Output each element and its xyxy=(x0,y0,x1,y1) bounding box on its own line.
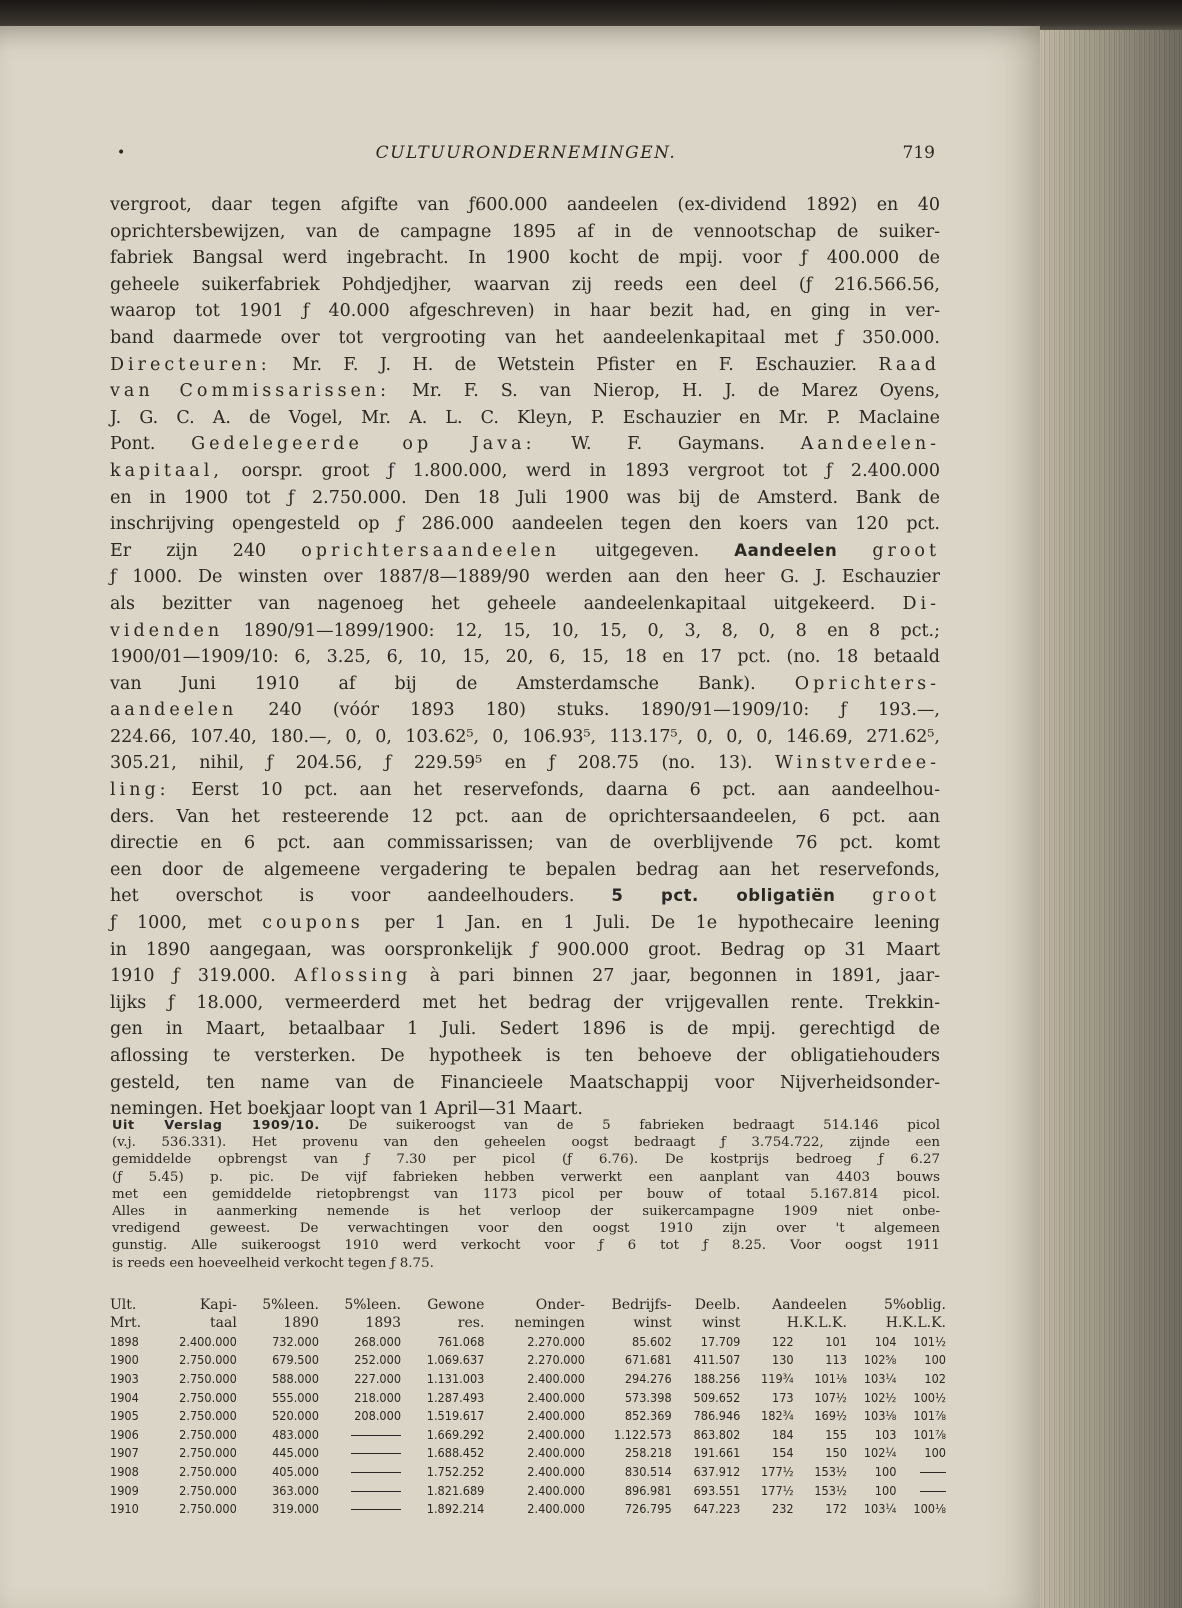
table-cell: 1905 xyxy=(110,1408,139,1424)
table-cell: 2.750.000 xyxy=(179,1445,237,1461)
table-cell: 1.821.689 xyxy=(426,1482,485,1498)
running-head xyxy=(117,143,935,169)
table-cell: 101⅛ xyxy=(814,1370,847,1386)
table-cell: 182¾ xyxy=(761,1408,794,1424)
column-header: H.K.L.K. xyxy=(885,1315,946,1331)
text-line xyxy=(110,245,940,272)
text-segment: (v.j. 536.331). Het provenu van den geheelen oogst bedraagt ƒ 3.754.722, zijnde een xyxy=(112,1135,940,1151)
table-cell: 208.000 xyxy=(354,1408,402,1424)
text-segment: 5 pct. obligatiën xyxy=(611,886,836,906)
column-header: 5%leen. xyxy=(262,1297,319,1313)
text-line xyxy=(112,1220,940,1237)
table-cell: 852.369 xyxy=(624,1408,672,1424)
table-cell: 100 xyxy=(874,1482,897,1498)
table-cell: 154 xyxy=(772,1445,794,1461)
text-segment: van Commissarissen: xyxy=(110,381,391,402)
table-row xyxy=(108,1388,948,1407)
text-line xyxy=(112,1255,940,1272)
text-segment: Alles in aanmerking nemende is het verloop der suikercampagne 1909 niet onbe- xyxy=(112,1203,940,1219)
text-line xyxy=(110,458,940,485)
table-cell: 85.602 xyxy=(632,1333,672,1349)
table-cell: 1909 xyxy=(110,1482,139,1498)
text-line xyxy=(110,697,940,724)
table-cell: 102¼ xyxy=(863,1445,897,1461)
table-cell: 102⅝ xyxy=(863,1352,897,1368)
running-head-title: CULTUURONDERNEMINGEN. xyxy=(375,143,677,163)
table-cell: 1908 xyxy=(110,1463,139,1479)
table-cell xyxy=(321,1481,403,1500)
page-number: 719 xyxy=(902,143,935,163)
table-cell: 102 xyxy=(924,1370,946,1386)
annual-report-paragraph xyxy=(112,1117,940,1272)
table-cell: 173 xyxy=(772,1389,794,1405)
text-line xyxy=(110,591,940,618)
text-segment: J. G. C. A. de Vogel, Mr. A. L. C. Kleyn, P. Eschauzier en Mr. P. Maclaine xyxy=(110,407,940,428)
text-segment: ƒ 1000, met xyxy=(110,913,263,934)
dash-mark xyxy=(920,1491,946,1492)
text-segment: met een gemiddelde rietopbrengst van 1173 picol per bouw of totaal 5.167.814 picol. xyxy=(112,1186,940,1202)
text-line xyxy=(110,1016,940,1043)
text-segment: en in 1900 tot ƒ 2.750.000. Den 18 Juli 1900 was bij de Amsterd. Bank de xyxy=(110,487,940,508)
table-cell: 107½ xyxy=(814,1389,847,1405)
text-segment: 224.66, 107.40, 180.—, 0, 0, 103.62⁵, 0, 106.93⁵, 113.17⁵, 0, 0, 0, 146.69, 271.62⁵, xyxy=(110,726,940,747)
text-segment: Eerst 10 pct. aan het reservefonds, daarna 6 pct. aan aandeelhou- xyxy=(169,780,940,801)
table-cell: 1.519.617 xyxy=(426,1408,485,1424)
text-line xyxy=(110,192,940,219)
table-cell: 1.131.003 xyxy=(426,1370,485,1386)
text-line xyxy=(110,352,940,379)
text-segment: Mr. F. J. H. de Wetstein Pfister en F. Eschauzier. xyxy=(270,354,879,375)
financial-table xyxy=(108,1296,948,1518)
table-cell: 1906 xyxy=(110,1426,139,1442)
table-cell: 863.802 xyxy=(693,1426,741,1442)
table-cell: 227.000 xyxy=(354,1370,402,1386)
text-line xyxy=(110,910,940,937)
table-cell: 1.688.452 xyxy=(426,1445,485,1461)
text-segment: geheele suikerfabriek Pohdjedjher, waarvan zij reeds een deel (ƒ 216.566.56, xyxy=(110,274,940,295)
text-line xyxy=(110,431,940,458)
table-cell: 732.000 xyxy=(272,1333,319,1349)
column-header: Aandeelen xyxy=(772,1297,847,1313)
table-cell: 896.981 xyxy=(624,1482,672,1498)
column-header: Mrt. xyxy=(110,1315,142,1331)
table-cell: 177½ xyxy=(761,1482,794,1498)
table-cell: 483.000 xyxy=(272,1426,319,1442)
table-cell: 1903 xyxy=(110,1370,139,1386)
table-header-row xyxy=(108,1296,948,1314)
text-segment: band daarmede over tot vergrooting van het aandeelenkapitaal met ƒ 350.000. xyxy=(110,327,940,348)
table-cell: 232 xyxy=(772,1501,794,1517)
table-cell: 2.400.000 xyxy=(527,1501,585,1517)
column-header: 1890 xyxy=(283,1315,319,1331)
text-segment: 1900/01—1909/10: 6, 3.25, 6, 10, 15, 20, 6, 15, 18 en 17 pct. (no. 18 betaald xyxy=(110,647,940,668)
text-line xyxy=(110,378,940,405)
table-cell: 2.750.000 xyxy=(179,1426,237,1442)
table-cell: 188.256 xyxy=(693,1370,741,1386)
table-cell: 1.892.214 xyxy=(426,1501,485,1517)
text-segment: ders. Van het resteerende 12 pct. aan de oprichtersaandeelen, 6 pct. aan xyxy=(110,806,940,827)
column-header: taal xyxy=(210,1315,237,1331)
text-segment: per 1 Jan. en 1 Juli. De 1e hypothecaire leening xyxy=(363,913,940,934)
text-segment: gesteld, ten name van de Financieele Maatschappij voor Nijverheidsonder- xyxy=(110,1072,940,1093)
table-cell: 100 xyxy=(924,1445,946,1461)
table-cell: 191.661 xyxy=(693,1445,741,1461)
text-line xyxy=(112,1203,940,1220)
text-segment: kapitaal, xyxy=(110,460,223,481)
table-cell: 679.500 xyxy=(272,1352,319,1368)
table-row xyxy=(108,1444,948,1463)
table-cell: 573.398 xyxy=(624,1389,672,1405)
text-line xyxy=(112,1169,940,1186)
table-cell: 2.400.000 xyxy=(527,1482,585,1498)
text-segment: 600.000 aandeelen (ex-dividend 1892) en 40 xyxy=(475,195,940,215)
text-segment: 305.21, nihil, ƒ 204.56, ƒ 229.59⁵ en ƒ 208.75 (no. 13). xyxy=(110,753,775,774)
table-cell: 1.669.292 xyxy=(426,1426,485,1442)
table-cell: 588.000 xyxy=(272,1370,319,1386)
column-header: Deelb. xyxy=(694,1297,741,1313)
table-cell: 100 xyxy=(924,1352,946,1368)
table-row xyxy=(108,1351,948,1370)
column-header: winst xyxy=(633,1315,672,1331)
table-cell: 150 xyxy=(825,1445,847,1461)
table-cell: 172 xyxy=(825,1501,847,1517)
table-cell: 637.912 xyxy=(693,1463,741,1479)
text-line xyxy=(110,830,940,857)
table-cell: 411.507 xyxy=(693,1352,741,1368)
table-cell: 2.400.000 xyxy=(179,1333,237,1349)
table-cell: 218.000 xyxy=(354,1389,402,1405)
text-segment: (ƒ 5.45) p. pic. De vijf fabrieken hebben verwerkt een aanplant van 4403 bouws xyxy=(112,1169,940,1185)
table-cell: 119¾ xyxy=(761,1370,794,1386)
book-page-edges-shadow xyxy=(1040,30,1182,1608)
table-cell: 2.750.000 xyxy=(179,1370,237,1386)
text-segment: aandeelen xyxy=(110,700,238,721)
text-line xyxy=(110,857,940,884)
table-cell: 671.681 xyxy=(624,1352,672,1368)
text-segment: lijks ƒ 18.000, vermeerderd met het bedrag der vrijgevallen rente. Trekkin- xyxy=(110,992,940,1013)
table-cell: 155 xyxy=(825,1426,847,1442)
table-cell: 104 xyxy=(874,1333,897,1349)
text-segment: gunstig. Alle suikeroogst 1910 werd verkocht voor ƒ 6 tot ƒ 8.25. Voor oogst 1911 xyxy=(112,1238,940,1254)
table-cell: 101 xyxy=(825,1333,847,1349)
text-line xyxy=(110,937,940,964)
text-segment: ling: xyxy=(110,780,170,801)
table-cell: 184 xyxy=(772,1426,794,1442)
text-segment: Er zijn 240 xyxy=(110,540,302,561)
text-segment: als bezitter van nagenoeg het geheele aandeelenkapitaal uitgekeerd. xyxy=(110,593,903,614)
text-line xyxy=(110,564,940,591)
table-cell xyxy=(321,1425,403,1444)
text-line xyxy=(110,804,940,831)
table-cell: 17.709 xyxy=(700,1333,741,1349)
table-cell: 2.400.000 xyxy=(527,1389,585,1405)
text-line xyxy=(110,644,940,671)
text-segment: aflossing te versterken. De hypotheek is ten behoeve der obligatiehouders xyxy=(110,1046,940,1066)
text-line xyxy=(112,1117,940,1134)
table-cell: 1.752.252 xyxy=(426,1463,485,1479)
main-text-column xyxy=(110,192,940,1123)
text-segment: Uit Verslag 1909/10. xyxy=(112,1118,320,1133)
text-segment: Mr. F. S. van Nierop, H. J. de Marez Oyens, xyxy=(390,381,940,402)
text-segment: Aandeelen- xyxy=(800,434,941,455)
text-line xyxy=(110,883,940,910)
table-body xyxy=(108,1332,948,1518)
table-cell: 100⅛ xyxy=(913,1501,946,1517)
column-header: 5%leen. xyxy=(344,1297,402,1313)
text-segment: uitgegeven. xyxy=(560,540,735,561)
table-cell: 1898 xyxy=(110,1333,139,1349)
table-cell xyxy=(898,1481,948,1500)
text-segment: Directeuren: xyxy=(110,354,271,375)
text-segment: groot xyxy=(872,540,940,561)
dash-mark xyxy=(351,1491,401,1492)
dash-mark xyxy=(351,1453,401,1454)
table-cell: 1900 xyxy=(110,1352,139,1368)
text-segment: gen in Maart, betaalbaar 1 Juli. Sedert 1896 is de mpij. gerechtigd de xyxy=(110,1019,940,1040)
table-cell: 726.795 xyxy=(624,1501,672,1517)
dash-mark xyxy=(920,1472,946,1473)
text-segment: à pari binnen 27 jaar, begonnen in 1891, jaar- xyxy=(411,966,940,987)
text-segment xyxy=(835,886,872,906)
table-cell: 153½ xyxy=(814,1482,847,1498)
column-header: Gewone xyxy=(427,1297,485,1313)
text-line xyxy=(110,298,940,325)
text-line xyxy=(110,538,940,565)
table-cell: 130 xyxy=(772,1352,794,1368)
text-segment: directie en 6 pct. aan commissarissen; van de overblijvende 76 pct. komt xyxy=(110,833,940,854)
text-segment: 240 (vóór 1893 180) stuks. 1890/91—1909/10: ƒ 193.—, xyxy=(237,700,940,721)
table-cell: 1.069.637 xyxy=(426,1352,485,1368)
text-line xyxy=(112,1237,940,1254)
table-cell: 2.270.000 xyxy=(527,1333,585,1349)
table-cell: 363.000 xyxy=(272,1482,319,1498)
table-row xyxy=(108,1462,948,1481)
table-cell: 830.514 xyxy=(624,1463,672,1479)
table-cell: 113 xyxy=(825,1352,847,1368)
table-cell: 2.750.000 xyxy=(179,1408,237,1424)
table-cell: 1904 xyxy=(110,1389,139,1405)
text-line xyxy=(110,963,940,990)
table-cell: 2.400.000 xyxy=(527,1426,585,1442)
book-page xyxy=(0,26,1040,1608)
text-segment: 1890/91—1899/1900: 12, 15, 10, 15, 0, 3, 8, 0, 8 en 8 pct.; xyxy=(223,620,940,641)
text-segment: videnden xyxy=(110,620,224,641)
table-cell: 2.400.000 xyxy=(527,1370,585,1386)
table-cell: 2.270.000 xyxy=(527,1352,585,1368)
text-line xyxy=(110,325,940,352)
text-segment: oprichtersbewijzen, van de campagne 1895 af in de vennootschap de suiker- xyxy=(110,221,940,242)
text-line xyxy=(112,1151,940,1168)
text-segment: W. F. Gaymans. xyxy=(535,434,801,455)
text-line xyxy=(112,1134,940,1151)
table-cell: 101⅞ xyxy=(913,1426,946,1442)
table-cell: 103⅛ xyxy=(863,1408,897,1424)
text-segment: oorspr. groot ƒ 1.800.000, werd in 1893 vergroot tot ƒ 2.400.000 xyxy=(222,460,940,481)
table-cell: 153½ xyxy=(814,1463,847,1479)
text-segment: Aandeelen xyxy=(734,540,838,560)
text-segment: Aflossing xyxy=(294,966,412,987)
table-cell: 2.750.000 xyxy=(179,1482,237,1498)
text-segment: in 1890 aangegaan, was oorspronkelijk ƒ 900.000 groot. Bedrag op 31 Maart xyxy=(110,939,940,960)
table-cell: 177½ xyxy=(761,1463,794,1479)
running-head-dot: • xyxy=(117,145,126,161)
text-line xyxy=(110,405,940,432)
column-header: nemingen xyxy=(514,1315,585,1331)
table-row xyxy=(108,1481,948,1500)
text-line xyxy=(112,1186,940,1203)
table-cell: 1.287.493 xyxy=(426,1389,485,1405)
text-line xyxy=(110,219,940,246)
table-row xyxy=(108,1332,948,1351)
table-cell: 101⅞ xyxy=(913,1408,946,1424)
text-segment: gemiddelde opbrengst van ƒ 7.30 per picol (ƒ 6.76). De kostprijs bedroeg ƒ 6.27 xyxy=(112,1152,940,1168)
table-cell: 2.400.000 xyxy=(527,1463,585,1479)
text-segment: inschrijving opengesteld op ƒ 286.000 aandeelen tegen den koers van 120 pct. xyxy=(110,514,940,535)
dash-mark xyxy=(351,1435,401,1436)
table-cell: 100½ xyxy=(913,1389,946,1405)
table-cell: 2.750.000 xyxy=(179,1389,237,1405)
table-cell: 252.000 xyxy=(354,1352,402,1368)
column-header: winst xyxy=(702,1315,741,1331)
dash-mark xyxy=(351,1472,401,1473)
table-cell: 1910 xyxy=(110,1501,139,1517)
table-cell: 258.218 xyxy=(624,1445,672,1461)
table-cell: 100 xyxy=(874,1463,897,1479)
table-cell: 169½ xyxy=(814,1408,847,1424)
table-cell: 693.551 xyxy=(693,1482,741,1498)
text-line xyxy=(110,1043,940,1070)
text-line xyxy=(110,511,940,538)
column-header: H.K.L.K. xyxy=(786,1315,847,1331)
text-line xyxy=(110,777,940,804)
text-line xyxy=(110,750,940,777)
table-cell: 555.000 xyxy=(272,1389,319,1405)
text-segment: ƒ xyxy=(468,195,476,215)
table-cell xyxy=(898,1462,948,1481)
text-line xyxy=(110,990,940,1017)
table-cell: 2.750.000 xyxy=(179,1463,237,1479)
column-header: Ult. xyxy=(110,1297,137,1313)
column-header: Bedrijfs- xyxy=(611,1297,672,1313)
table-cell: 319.000 xyxy=(272,1501,319,1517)
table-cell: 103¼ xyxy=(863,1370,897,1386)
text-segment: groot xyxy=(872,886,940,907)
text-segment: oprichtersaandeelen xyxy=(301,540,561,561)
column-header: Kapi- xyxy=(199,1297,237,1313)
text-segment: van Juni 1910 af bij de Amsterdamsche Bank). xyxy=(110,673,795,694)
table-cell: 1.122.573 xyxy=(614,1426,672,1442)
column-header: 1893 xyxy=(365,1315,402,1331)
text-segment: waarop tot 1901 ƒ 40.000 afgeschreven) in haar bezit had, en ging in ver- xyxy=(110,301,940,322)
text-line xyxy=(110,485,940,512)
table-cell: 2.400.000 xyxy=(527,1408,585,1424)
text-line xyxy=(110,272,940,299)
text-segment: een door de algemeene vergadering te bepalen bedrag aan het reservefonds, xyxy=(110,859,940,880)
table-cell: 103¼ xyxy=(863,1501,897,1517)
table-cell: 520.000 xyxy=(272,1408,319,1424)
table-cell: 103 xyxy=(874,1426,897,1442)
text-segment: vredigend geweest. De verwachtingen voor den oogst 1910 zijn over 't algemeen xyxy=(112,1221,940,1237)
table-cell xyxy=(321,1499,403,1518)
table-cell: 786.946 xyxy=(693,1408,741,1424)
table-cell: 445.000 xyxy=(272,1445,319,1461)
text-segment xyxy=(837,541,872,561)
table-cell: 102½ xyxy=(863,1389,897,1405)
text-segment: Winstverdee- xyxy=(775,753,940,774)
text-line xyxy=(110,618,940,645)
text-segment: De suikeroogst van de 5 fabrieken bedraagt 514.146 picol xyxy=(319,1118,940,1133)
table-cell: 405.000 xyxy=(272,1463,319,1479)
table-cell xyxy=(321,1462,403,1481)
text-segment: fabriek Bangsal werd ingebracht. In 1900 kocht de mpij. voor ƒ 400.000 de xyxy=(110,248,940,269)
text-segment: is reeds een hoeveelheid verkocht tegen ƒ 8.75. xyxy=(112,1255,434,1271)
table-cell: 122 xyxy=(772,1333,794,1349)
table-cell: 2.400.000 xyxy=(527,1445,585,1461)
table-cell: 101½ xyxy=(913,1333,946,1349)
text-segment: Pont. xyxy=(110,434,192,455)
text-segment: coupons xyxy=(262,913,364,934)
table-cell: 2.750.000 xyxy=(179,1501,237,1517)
table-header-row xyxy=(108,1314,948,1332)
text-segment: vergroot, daar tegen afgifte van xyxy=(110,195,469,215)
text-segment: het overschot is voor aandeelhouders. xyxy=(110,886,612,907)
text-segment: Oprichters- xyxy=(794,673,940,694)
table-cell: 1907 xyxy=(110,1445,139,1461)
table-row xyxy=(108,1369,948,1388)
dash-mark xyxy=(351,1509,401,1510)
text-line xyxy=(110,671,940,698)
table-cell: 761.068 xyxy=(437,1333,485,1349)
column-header: Onder- xyxy=(535,1297,585,1313)
table-cell: 509.652 xyxy=(693,1389,741,1405)
table-row xyxy=(108,1425,948,1444)
text-segment: ƒ 1000. De winsten over 1887/8—1889/90 werden aan den heer G. J. Eschauzier xyxy=(110,567,940,588)
text-segment: Di- xyxy=(902,593,940,614)
table-row xyxy=(108,1406,948,1425)
text-segment: Raad xyxy=(878,354,940,375)
table-cell xyxy=(321,1444,403,1463)
text-segment: nemingen. Het boekjaar loopt van 1 April—31 Maart. xyxy=(110,1099,583,1120)
text-segment: Gedelegeerde op Java: xyxy=(191,434,536,455)
table-row xyxy=(108,1499,948,1518)
column-header: res. xyxy=(457,1315,485,1331)
table-cell: 294.276 xyxy=(624,1370,672,1386)
text-segment: 1910 ƒ 319.000. xyxy=(110,966,295,987)
column-header: 5%oblig. xyxy=(884,1297,946,1313)
table-cell: 268.000 xyxy=(354,1333,402,1349)
text-line xyxy=(110,1070,940,1097)
table-cell: 2.750.000 xyxy=(179,1352,237,1368)
text-line xyxy=(110,724,940,751)
table-cell: 647.223 xyxy=(693,1501,741,1517)
